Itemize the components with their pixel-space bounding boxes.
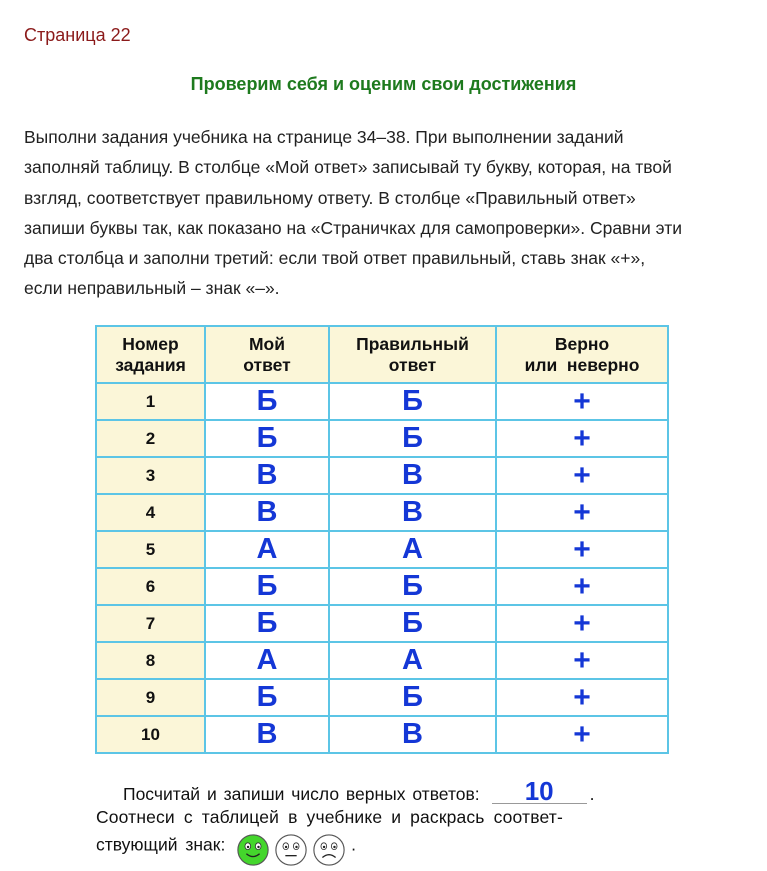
my-answer-cell[interactable]: А [205, 531, 329, 568]
header-line: задания [115, 354, 186, 375]
my-answer-cell[interactable]: Б [205, 568, 329, 605]
neutral-face-icon[interactable] [274, 833, 308, 867]
task-number-cell: 7 [96, 605, 205, 642]
verdict-cell[interactable]: + [496, 679, 668, 716]
table-row [96, 568, 668, 605]
verdict-cell[interactable]: + [496, 457, 668, 494]
happy-face-icon[interactable] [236, 833, 270, 867]
header-line: Мой [248, 333, 286, 354]
my-answer-cell[interactable]: В [205, 494, 329, 531]
table-row [96, 457, 668, 494]
table-row [96, 679, 668, 716]
header-line: ответ [388, 354, 437, 375]
count-period: . [589, 784, 595, 804]
correct-answer-cell[interactable]: Б [329, 679, 496, 716]
header-line: Правильный [356, 333, 469, 354]
instructions-line: два столбца и заполни третий: если твой ответ правильный, ставь знак «+», [24, 248, 646, 269]
instructions-line: Выполни задания учебника на странице 34–38. При выполнении заданий [24, 127, 624, 147]
instructions-paragraph [24, 122, 748, 304]
task-number-cell: 1 [96, 383, 205, 420]
page-label: Страница 22 [24, 25, 131, 45]
verdict-cell[interactable]: + [496, 383, 668, 420]
verdict-cell[interactable]: + [496, 420, 668, 457]
instructions-line: заполняй таблицу. В столбце «Мой ответ» записывай ту букву, которая, на твой [24, 157, 672, 178]
instructions-line: если неправильный – знак «–». [24, 278, 280, 299]
header-correct-answer [329, 326, 496, 383]
instructions-line: запиши буквы так, как показано на «Страничках для самопроверки». Сравни эти [24, 217, 682, 238]
header-line: или неверно [524, 354, 640, 375]
table-row [96, 642, 668, 679]
verdict-cell[interactable]: + [496, 642, 668, 679]
correct-count-value[interactable]: 10 [492, 779, 587, 804]
header-verdict [496, 326, 668, 383]
instructions-line: взгляд, соответствует правильному ответу. В столбце «Правильный ответ» [24, 187, 636, 208]
instruction-line-3 [96, 829, 666, 863]
my-answer-cell[interactable]: Б [205, 679, 329, 716]
summary-block [96, 776, 666, 863]
instruction-line-3-text: ствующий знак: [96, 834, 226, 855]
verdict-cell[interactable]: + [496, 531, 668, 568]
correct-answer-cell[interactable]: В [329, 716, 496, 753]
correct-answer-cell[interactable]: А [329, 531, 496, 568]
instruction-line-2: Соотнеси с таблицей в учебнике и раскрась соответ- [96, 807, 563, 827]
header-my-answer [205, 326, 329, 383]
my-answer-cell[interactable]: В [205, 716, 329, 753]
verdict-cell[interactable]: + [496, 494, 668, 531]
header-line: ответ [243, 354, 291, 375]
table-row [96, 383, 668, 420]
instruction-line-3-period: . [351, 834, 356, 855]
correct-answer-cell[interactable]: А [329, 642, 496, 679]
my-answer-cell[interactable]: В [205, 457, 329, 494]
count-label: Посчитай и запиши число верных ответов: [123, 784, 480, 804]
my-answer-cell[interactable]: Б [205, 605, 329, 642]
task-number-cell: 5 [96, 531, 205, 568]
correct-answer-cell[interactable]: Б [329, 383, 496, 420]
task-number-cell: 8 [96, 642, 205, 679]
task-number-cell: 6 [96, 568, 205, 605]
table-row [96, 494, 668, 531]
table-row [96, 531, 668, 568]
sad-face-icon[interactable] [312, 833, 346, 867]
my-answer-cell[interactable]: Б [205, 420, 329, 457]
task-number-cell: 2 [96, 420, 205, 457]
task-number-cell: 10 [96, 716, 205, 753]
header-line: Номер [122, 333, 179, 354]
table-row [96, 716, 668, 753]
task-number-cell: 9 [96, 679, 205, 716]
count-line [96, 776, 666, 806]
face-choices [236, 833, 346, 867]
correct-answer-cell[interactable]: Б [329, 420, 496, 457]
my-answer-cell[interactable]: А [205, 642, 329, 679]
task-number-cell: 3 [96, 457, 205, 494]
header-task-number [96, 326, 205, 383]
task-number-cell: 4 [96, 494, 205, 531]
answers-table [95, 325, 669, 754]
correct-answer-cell[interactable]: Б [329, 568, 496, 605]
table-row [96, 605, 668, 642]
my-answer-cell[interactable]: Б [205, 383, 329, 420]
table-row [96, 420, 668, 457]
verdict-cell[interactable]: + [496, 568, 668, 605]
correct-answer-cell[interactable]: В [329, 457, 496, 494]
header-line: Верно [554, 333, 610, 354]
correct-answer-cell[interactable]: В [329, 494, 496, 531]
verdict-cell[interactable]: + [496, 605, 668, 642]
section-heading: Проверим себя и оценим свои достижения [190, 74, 577, 94]
table-header-row [96, 326, 668, 383]
verdict-cell[interactable]: + [496, 716, 668, 753]
correct-answer-cell[interactable]: Б [329, 605, 496, 642]
